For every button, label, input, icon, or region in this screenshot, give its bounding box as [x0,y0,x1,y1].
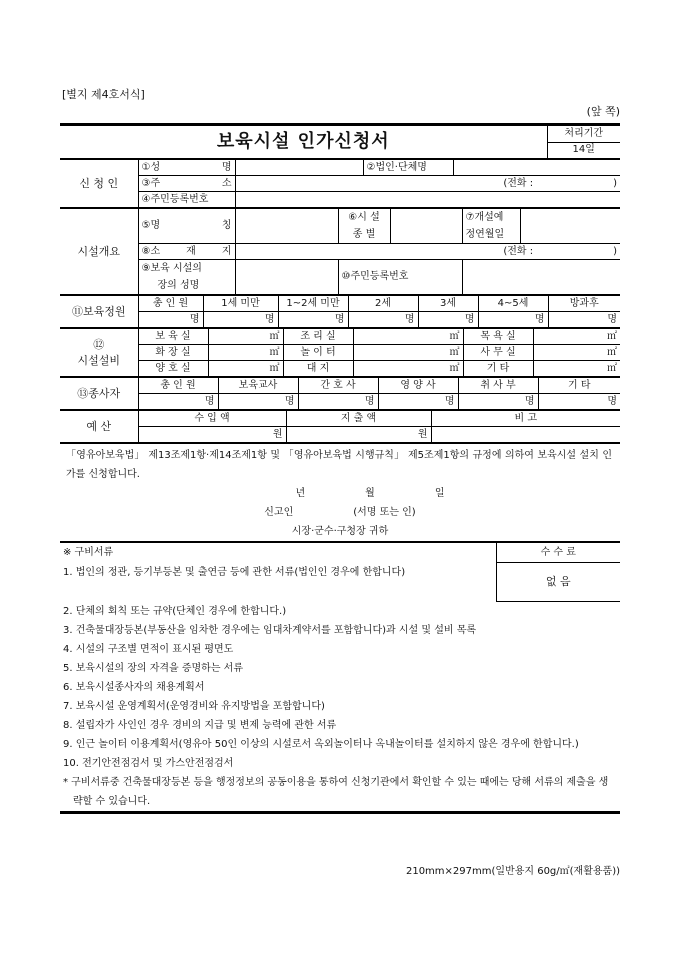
equipment-field[interactable]: ㎡ [533,345,620,361]
capacity-field[interactable]: 명 [203,312,278,328]
facility-section [60,208,620,295]
declaration-date: 년 월 일 [295,488,445,499]
document-item: 1. 법인의 정관, 등기부등본 및 출연금 등에 관한 서류(법인인 경우에 한합니다) [63,566,406,578]
equipment-label: 조 리 실 [283,329,353,345]
declaration-recipient: 시장·군수·구청장 귀하 [291,526,389,537]
capacity-field[interactable]: 명 [418,312,478,328]
paper-spec: 210mm×297mm(일반용지 60g/㎡(재활용품)) [405,866,620,877]
document-note: * 구비서류중 건축물대장등본 등을 행정정보의 공동이용을 통하여 신청기관에서 확인할 수 있는 때에는 당해 서류의 제출을 생략할 수 있습니다. [63,777,609,807]
staff-field[interactable]: 명 [378,394,458,410]
capacity-field[interactable]: 명 [548,312,620,328]
staff-field[interactable]: 명 [218,394,298,410]
facility-type-label: ⑥시 설 종 별 [338,209,390,244]
document-item: 5. 보육시설의 장의 자격을 증명하는 서류 [63,663,243,674]
facility-head-label: ⑨보육 시설의 장의 성명 [138,260,235,295]
budget-section [60,410,620,443]
declaration-text: 「영유아보육법」 제13조제1항·제14조제1항 및 「영유아보육법 시행규칙」 제5조제1항의 규정에 의하여 보육시설 설치 인가를 신청합니다. [66,450,612,480]
facility-phone-label: (전화 : [503,245,534,257]
facility-open-date-label: ⑦개설예 정연월일 [462,209,520,244]
equipment-label: 양 호 실 [138,361,208,377]
budget-income-field[interactable]: 원 [138,427,286,443]
applicant-org-field[interactable] [453,160,620,176]
budget-header: 수 입 액 [138,411,286,427]
staff-field[interactable]: 명 [458,394,538,410]
equipment-field[interactable]: ㎡ [208,329,283,345]
capacity-header: 4~5세 [478,296,548,312]
facility-type-field[interactable] [390,209,462,244]
equipment-field[interactable]: ㎡ [208,345,283,361]
capacity-field[interactable]: 명 [138,312,203,328]
staff-field[interactable]: 명 [138,394,218,410]
applicant-rrn-field[interactable] [235,192,620,208]
document-item: 7. 보육시설 운영계획서(운영경비와 유지방법을 포함합니다) [63,701,325,712]
applicant-section-label: 신 청 인 [60,160,138,208]
equipment-label: 사 무 실 [463,345,533,361]
equipment-label: 목 욕 실 [463,329,533,345]
equipment-field[interactable]: ㎡ [353,345,463,361]
staff-header: 보육교사 [218,378,298,394]
facility-head-rrn-field[interactable] [462,260,620,295]
document-item: 3. 건축물대장등본(부동산을 임차한 경우에는 임대차계약서를 포함합니다)과 시설 및 설비 목록 [63,625,477,636]
staff-header: 총 인 원 [138,378,218,394]
equipment-label: 기 타 [463,361,533,377]
facility-location-field[interactable] [235,244,620,260]
fee-value: 없 음 [496,563,620,602]
equipment-section [60,328,620,377]
capacity-field[interactable]: 명 [478,312,548,328]
application-form [60,123,620,814]
equipment-field[interactable]: ㎡ [533,329,620,345]
facility-section-label: 시설개요 [60,209,138,295]
facility-name-label: ⑤명 칭 [138,209,235,244]
processing-period-value: 14일 [547,142,620,159]
form-code: [별지 제4호서식] [62,88,145,101]
facility-phone-close: ) [613,245,617,257]
equipment-field[interactable]: ㎡ [533,361,620,377]
capacity-section [60,295,620,328]
capacity-header: 1세 미만 [203,296,278,312]
applicant-phone-close: ) [613,177,617,189]
equipment-field[interactable]: ㎡ [353,329,463,345]
staff-field[interactable]: 명 [538,394,620,410]
processing-period-label: 처리기간 [547,126,620,143]
staff-header: 취 사 부 [458,378,538,394]
title-table [60,125,620,159]
applicant-section [60,159,620,208]
equipment-label: 보 육 실 [138,329,208,345]
staff-header: 기 타 [538,378,620,394]
capacity-section-label: ⑪보육정원 [60,296,138,328]
budget-section-label: 예 산 [60,411,138,443]
capacity-header: 1~2세 미만 [278,296,348,312]
staff-header: 간 호 사 [298,378,378,394]
documents-section [60,542,620,812]
facility-name-field[interactable] [235,209,338,244]
equipment-field[interactable]: ㎡ [208,361,283,377]
equipment-label: 화 장 실 [138,345,208,361]
document-item: 8. 설립자가 사인인 경우 경비의 지급 및 변제 능력에 관한 서류 [63,720,337,731]
declaration-section [60,443,620,542]
applicant-address-field[interactable] [235,176,620,192]
applicant-name-label: ①성 명 [138,160,235,176]
fee-label: 수 수 료 [496,543,620,563]
capacity-header: 총 인 원 [138,296,203,312]
applicant-address-label: ③주 소 [138,176,235,192]
facility-location-label: ⑧소 재 지 [138,244,235,260]
facility-open-date-field[interactable] [520,209,620,244]
budget-expense-field[interactable]: 원 [286,427,431,443]
capacity-field[interactable]: 명 [278,312,348,328]
staff-section-label: ⑬종사자 [60,378,138,410]
budget-header: 지 출 액 [286,411,431,427]
applicant-rrn-label: ④주민등록번호 [138,192,235,208]
capacity-field[interactable]: 명 [348,312,418,328]
capacity-header: 방과후 [548,296,620,312]
budget-remarks-field[interactable] [431,427,620,443]
equipment-label: 놀 이 터 [283,345,353,361]
document-item: 6. 보육시설종사자의 채용계획서 [63,682,205,693]
budget-header: 비 고 [431,411,620,427]
document-item: 4. 시설의 구조별 면적이 표시된 평면도 [63,644,234,655]
equipment-field[interactable]: ㎡ [353,361,463,377]
staff-section [60,377,620,410]
equipment-label: 대 지 [283,361,353,377]
documents-header: ※ 구비서류 [60,543,496,563]
form-title: 보육시설 인가신청서 [60,126,547,159]
facility-head-name-field[interactable] [235,260,338,295]
applicant-name-field[interactable] [235,160,363,176]
document-item: 2. 단체의 회칙 또는 규약(단체인 경우에 한합니다.) [63,606,287,617]
page-side: (앞 쪽) [586,105,620,118]
document-item: 9. 인근 놀이터 이용계획서(영유아 50인 이상의 시설로서 옥외놀이터나 옥내놀이터를 설치하지 않은 경우에 한합니다.) [63,739,579,750]
staff-field[interactable]: 명 [298,394,378,410]
facility-head-rrn-label: ⑩주민등록번호 [338,260,462,295]
staff-header: 영 양 사 [378,378,458,394]
declaration-signature[interactable]: 신고인 (서명 또는 인) [264,507,416,518]
applicant-org-label: ②법인·단체명 [363,160,453,176]
equipment-section-label: ⑫ 시설설비 [60,329,138,377]
applicant-phone-label: (전화 : [503,177,534,189]
capacity-header: 2세 [348,296,418,312]
capacity-header: 3세 [418,296,478,312]
document-item: 10. 전기안전점검서 및 가스안전점검서 [63,758,234,769]
